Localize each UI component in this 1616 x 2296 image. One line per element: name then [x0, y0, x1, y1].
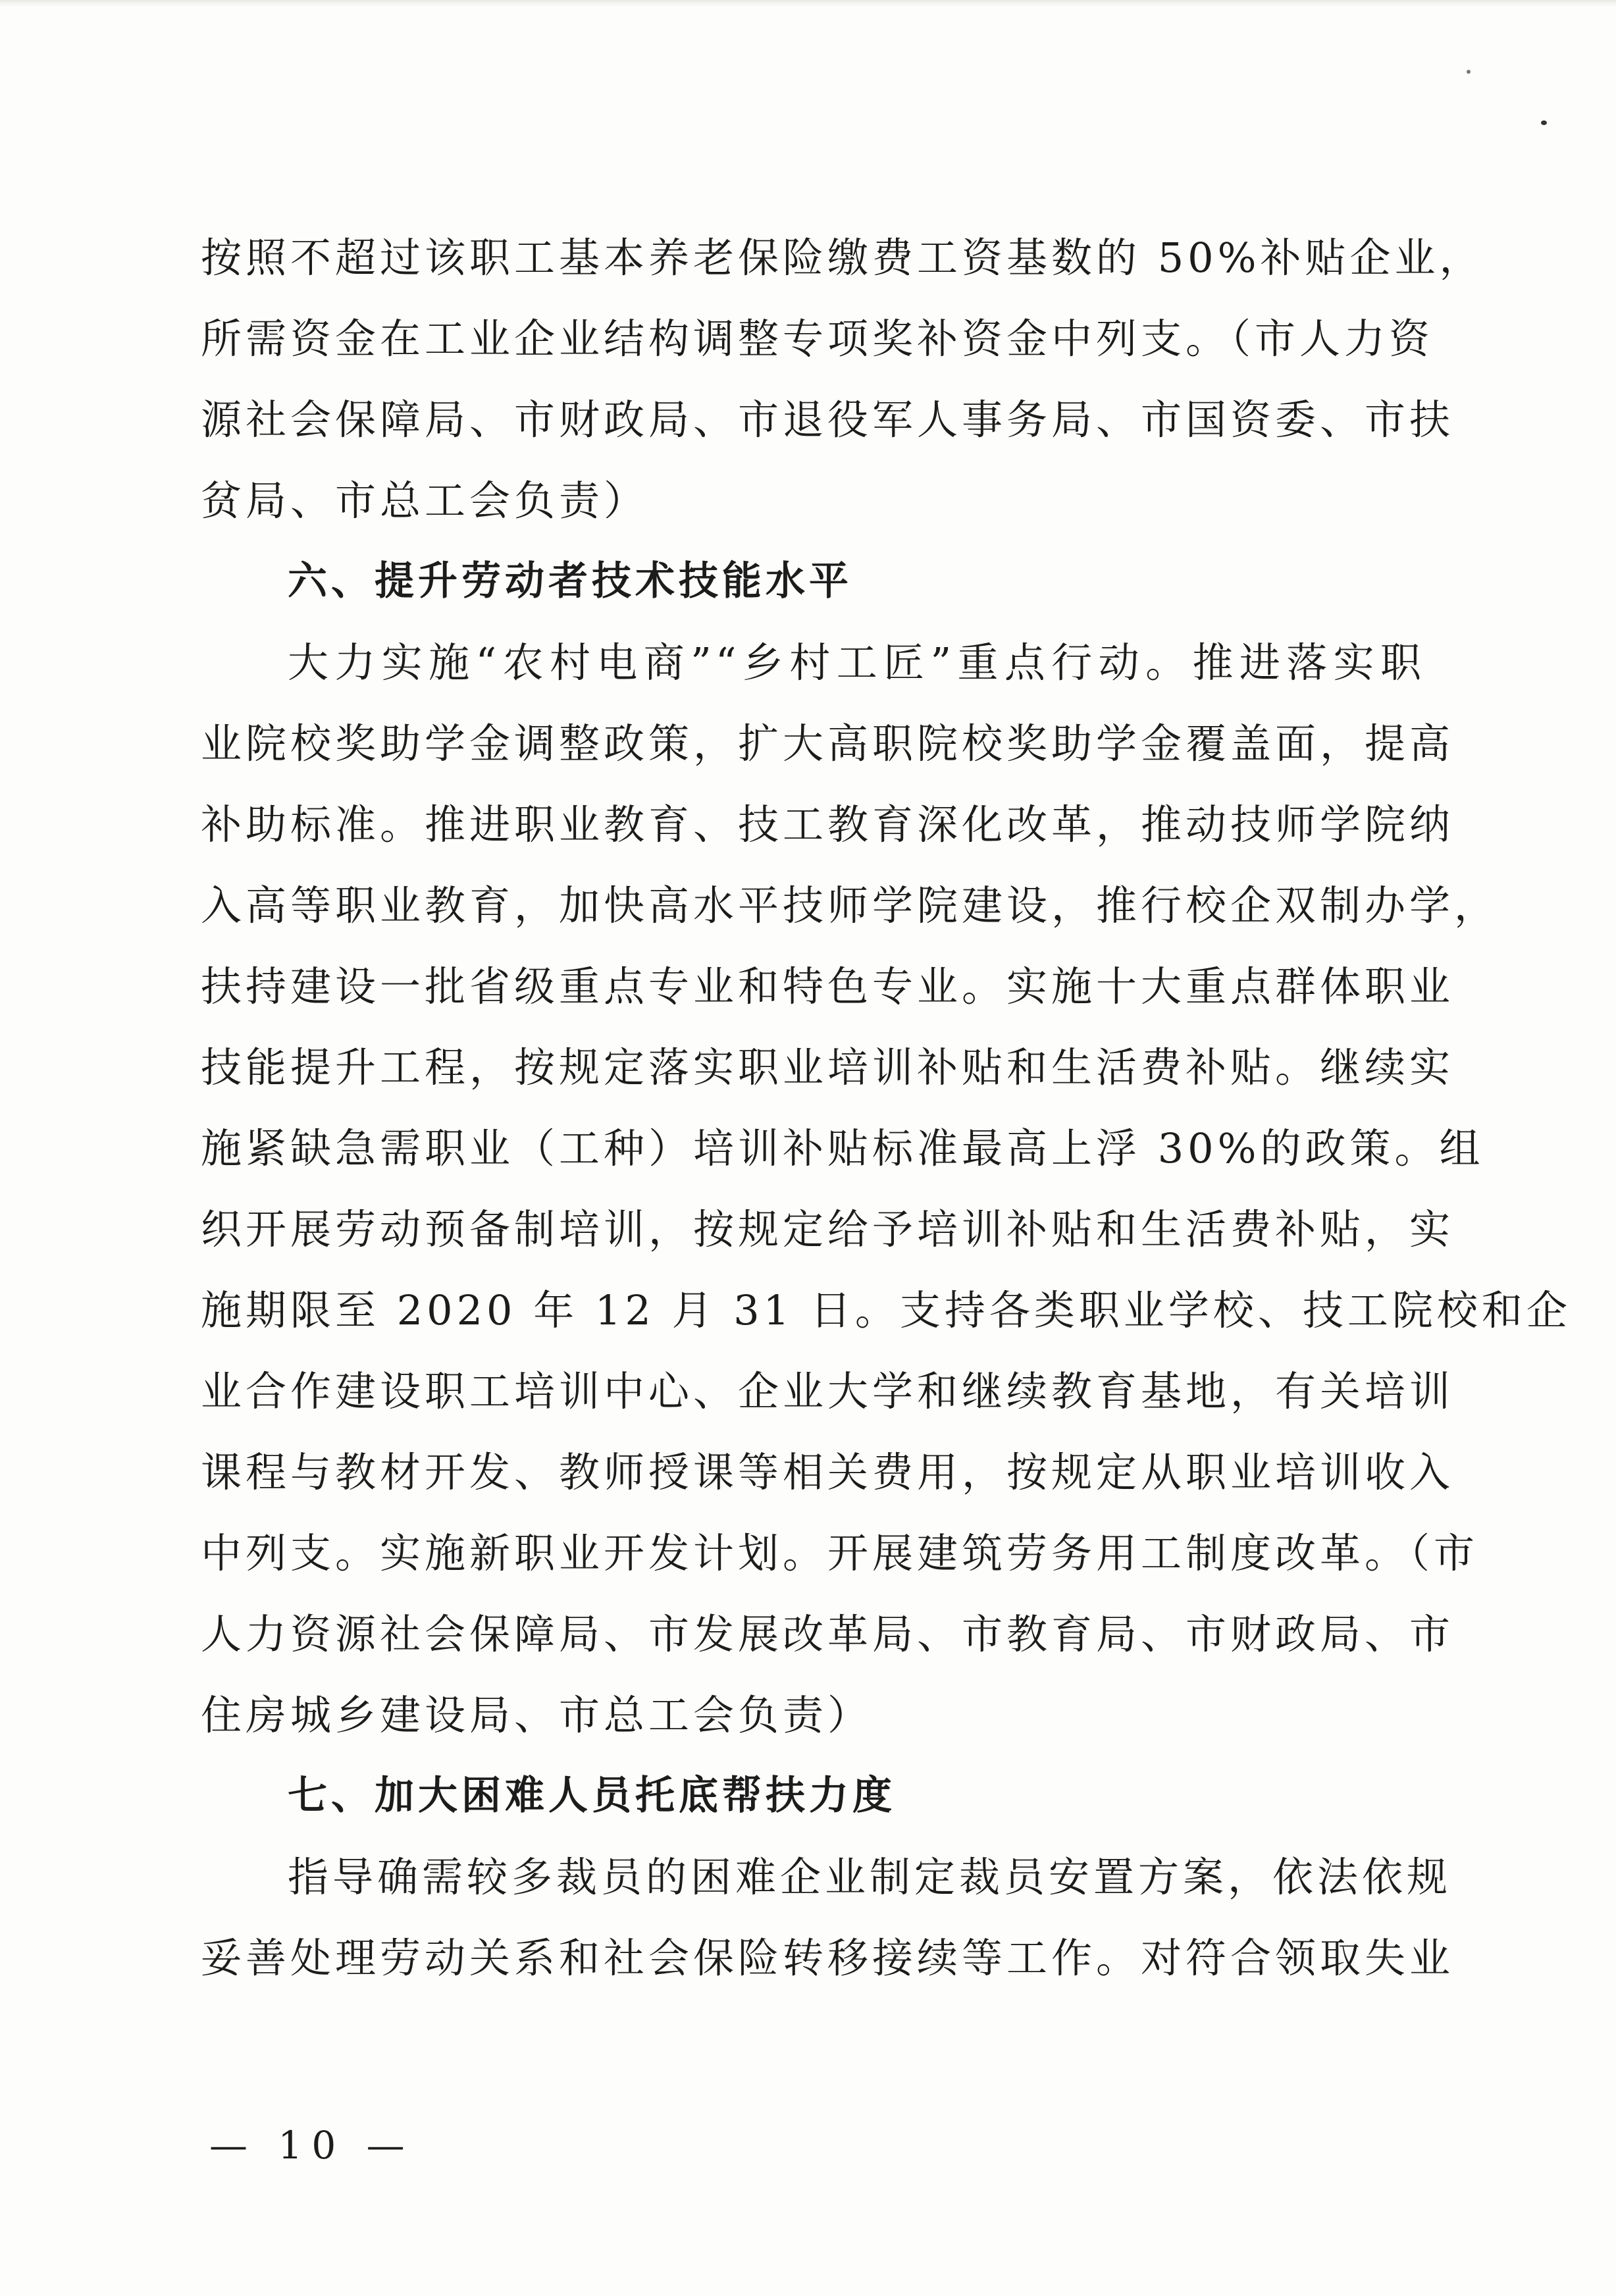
paragraph-line: 按照不超过该职工基本养老保险缴费工资基数的 50%补贴企业， [201, 234, 1484, 282]
paragraph-line: 施紧缺急需职业（工种）培训补贴标准最高上浮 30%的政策。组 [201, 1124, 1484, 1172]
section-heading-7: 七、加大困难人员托底帮扶力度 [288, 1773, 896, 1819]
paragraph-line: 住房城乡建设局、市总工会负责） [201, 1691, 873, 1739]
scan-speck [1541, 120, 1547, 125]
paragraph-line: 业院校奖助学金调整政策，扩大高职院校奖助学金覆盖面，提高 [201, 719, 1455, 768]
paragraph-line: 中列支。实施新职业开发计划。开展建筑劳务用工制度改革。（市 [201, 1529, 1479, 1577]
paragraph-line: 入高等职业教育，加快高水平技师学院建设，推行校企双制办学， [201, 881, 1499, 929]
document-body [201, 217, 1571, 1998]
paragraph-line: 人力资源社会保障局、市发展改革局、市教育局、市财政局、市 [201, 1610, 1455, 1658]
paragraph-line: 所需资金在工业企业结构调整专项奖补资金中列支。（市人力资 [201, 315, 1434, 363]
paragraph-line: 源社会保障局、市财政局、市退役军人事务局、市国资委、市扶 [201, 396, 1455, 444]
paragraph-line: 织开展劳动预备制培训，按规定给予培训补贴和生活费补贴，实 [201, 1205, 1455, 1253]
section-heading-6: 六、提升劳动者技术技能水平 [288, 558, 852, 604]
paragraph-line: 补助标准。推进职业教育、技工教育深化改革，推动技师学院纳 [201, 800, 1455, 848]
scan-speck [1467, 70, 1471, 74]
paragraph-line: 指导确需较多裁员的困难企业制定裁员安置方案，依法依规 [288, 1853, 1452, 1901]
page-number: — 10 — [209, 2123, 414, 2168]
paragraph-line: 妥善处理劳动关系和社会保险转移接续等工作。对符合领取失业 [201, 1934, 1455, 1982]
paragraph-line: 贫局、市总工会负责） [201, 477, 649, 525]
paragraph-line: 课程与教材开发、教师授课等相关费用，按规定从职业培训收入 [201, 1448, 1455, 1496]
paragraph-line: 扶持建设一批省级重点专业和特色专业。实施十大重点群体职业 [201, 962, 1455, 1010]
paragraph-line: 业合作建设职工培训中心、企业大学和继续教育基地，有关培训 [201, 1367, 1455, 1415]
paragraph-line: 施期限至 2020 年 12 月 31 日。支持各类职业学校、技工院校和企 [201, 1286, 1571, 1334]
scan-edge [0, 0, 1616, 7]
paragraph-line: 技能提升工程，按规定落实职业培训补贴和生活费补贴。继续实 [201, 1043, 1455, 1091]
paragraph-line: 大力实施“农村电商”“乡村工匠”重点行动。推进落实职 [288, 639, 1425, 687]
